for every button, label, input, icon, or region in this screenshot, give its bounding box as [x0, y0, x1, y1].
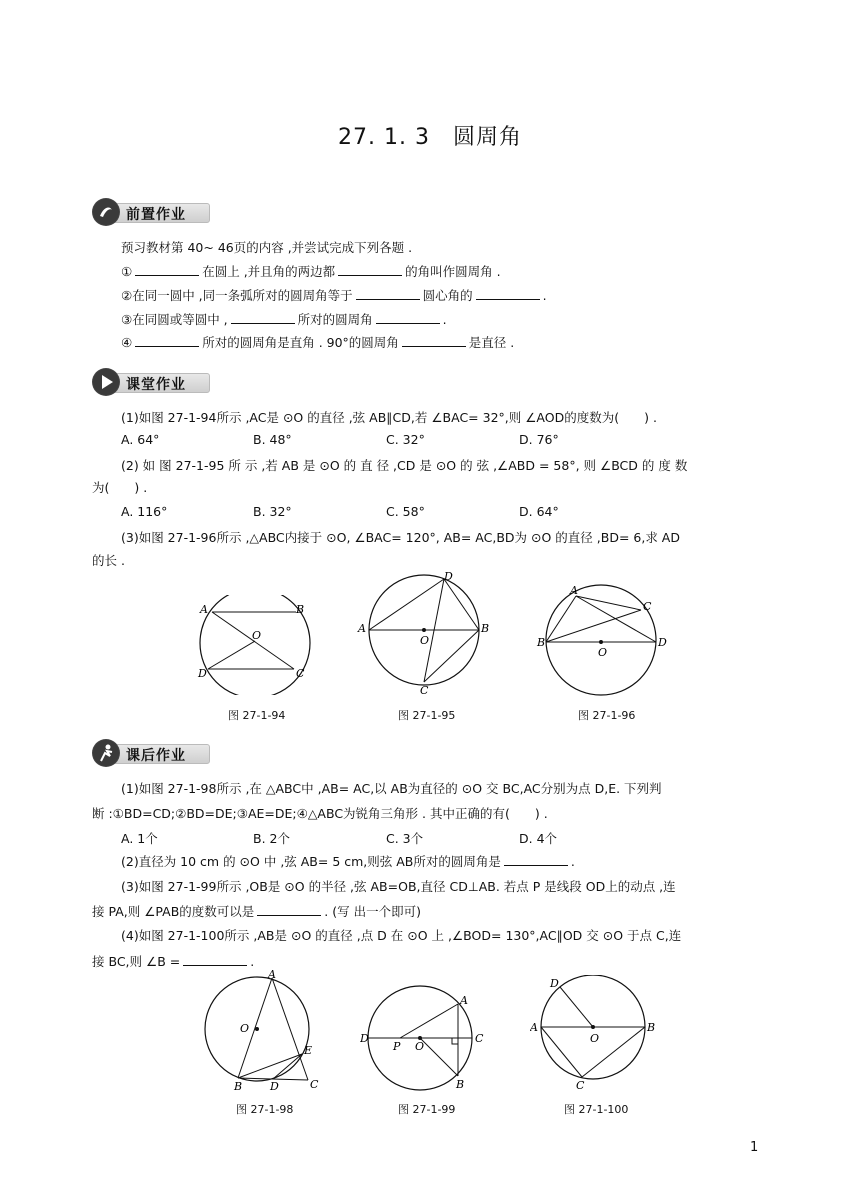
point-label: D: [198, 667, 207, 680]
q-text: .: [250, 954, 255, 969]
after-q1-cont: 断 :①BD=CD;②BD=DE;③AE=DE;④△ABC为锐角三角形 . 其中正确的有( ) .: [92, 806, 548, 821]
point-label: A: [268, 968, 276, 981]
pre-intro: 预习教材第 40~ 46页的内容 ,并尝试完成下列各题 .: [121, 240, 413, 255]
option: C. 32°: [386, 432, 425, 447]
class-q2: (2) 如 图 27-1-95 所 示 ,若 AB 是 ⊙O 的 直 径 ,CD 是 ⊙O 的 弦 ,∠ABD = 58°, 则 ∠BCD 的 度 数: [121, 458, 688, 473]
figure-caption: 图 27-1-94: [228, 709, 286, 722]
after-q4: (4)如图 27-1-100所示 ,AB是 ⊙O 的直径 ,点 D 在 ⊙O 上 ,∠BOD= 130°,AC∥OD 交 ⊙O 于点 C,连: [121, 928, 682, 943]
point-label: C: [475, 1032, 484, 1045]
answer-blank: [231, 311, 295, 324]
option: D. 64°: [519, 504, 559, 519]
point-label: A: [200, 603, 208, 616]
section-banner-class: [92, 370, 210, 394]
answer-blank: [183, 953, 247, 966]
class-q2-cont: 为( ) .: [92, 480, 148, 495]
q-text: .: [570, 854, 575, 869]
answer-blank: [504, 853, 568, 866]
q-text: 圆心角的: [422, 288, 473, 303]
runner-icon: [92, 739, 120, 767]
point-label: B: [234, 1080, 243, 1093]
page-number: 1: [750, 1140, 759, 1155]
answer-blank: [476, 287, 540, 300]
point-label: C: [576, 1079, 585, 1090]
answer-blank: [135, 263, 199, 276]
q-text: ②在同一圆中 ,同一条弧所对的圆周角等于: [121, 288, 353, 303]
point-label: D: [360, 1032, 369, 1045]
pre-q4: [121, 334, 514, 351]
q-text: 在圆上 ,并且角的两边都: [202, 264, 336, 279]
point-label: P: [393, 1040, 401, 1053]
q-text: (2)直径为 10 cm 的 ⊙O 中 ,弦 AB= 5 cm,则弦 AB所对的圆周角是: [121, 854, 501, 869]
class-q3-cont: 的长 .: [92, 553, 125, 568]
point-label: A: [358, 622, 366, 635]
q-text: 所对的圆周角: [297, 312, 373, 327]
option: D. 4个: [519, 831, 558, 846]
answer-blank: [338, 263, 402, 276]
option: A. 64°: [121, 432, 160, 447]
play-icon: [92, 368, 120, 396]
point-label: C: [310, 1078, 319, 1091]
section-banner-after: [92, 741, 210, 765]
after-q3-cont: [92, 903, 421, 920]
q-number: ①: [121, 264, 133, 279]
point-label: C: [296, 667, 305, 680]
point-label: O: [252, 629, 262, 642]
figure-caption: 图 27-1-95: [398, 709, 456, 722]
point-label: O: [415, 1040, 425, 1053]
figure-27-1-100: [530, 975, 670, 1090]
figure-27-1-95: [356, 570, 496, 695]
answer-blank: [376, 311, 440, 324]
option: C. 58°: [386, 504, 425, 519]
point-label: B: [481, 622, 490, 635]
q-text: 接 PA,则 ∠PAB的度数可以是: [92, 904, 255, 919]
point-label: A: [530, 1021, 538, 1034]
q-text: 接 BC,则 ∠B =: [92, 954, 181, 969]
point-label: D: [444, 570, 453, 583]
q-text: 的角叫作圆周角 .: [405, 264, 501, 279]
pre-q2: [121, 287, 547, 304]
answer-blank: [257, 903, 321, 916]
section-title: 课后作业: [126, 748, 186, 764]
q-text: .: [442, 312, 447, 327]
figure-caption: 图 27-1-96: [578, 709, 636, 722]
pre-q3: [121, 311, 447, 328]
q-text: .: [542, 288, 547, 303]
figure-caption: 图 27-1-99: [398, 1103, 456, 1116]
option: D. 76°: [519, 432, 559, 447]
point-label: C: [420, 684, 429, 695]
figure-caption: 图 27-1-100: [564, 1103, 629, 1116]
point-label: O: [590, 1032, 600, 1045]
figure-27-1-98: [198, 968, 328, 1093]
q-text: . (写 出一个即可): [324, 904, 421, 919]
answer-blank: [135, 334, 199, 347]
point-label: D: [550, 977, 559, 990]
point-label: B: [296, 603, 305, 616]
option: A. 116°: [121, 504, 168, 519]
option: B. 2个: [253, 831, 290, 846]
answer-blank: [402, 334, 466, 347]
pen-icon: [92, 198, 120, 226]
answer-blank: [356, 287, 420, 300]
figure-caption: 图 27-1-98: [236, 1103, 294, 1116]
after-q1: (1)如图 27-1-98所示 ,在 △ABC中 ,AB= AC,以 AB为直径的 ⊙O 交 BC,AC分别为点 D,E. 下列判: [121, 781, 662, 796]
point-label: D: [658, 636, 667, 649]
option: B. 48°: [253, 432, 292, 447]
after-q2: [121, 853, 575, 870]
section-banner-pre: [92, 200, 210, 224]
point-label: A: [570, 584, 578, 597]
class-q1: (1)如图 27-1-94所示 ,AC是 ⊙O 的直径 ,弦 AB∥CD,若 ∠BAC= 32°,则 ∠AOD的度数为( ) .: [121, 410, 657, 425]
q-number: ④: [121, 335, 133, 350]
figure-27-1-94: [190, 595, 320, 695]
point-label: C: [643, 600, 652, 613]
q-text: 是直径 .: [468, 335, 515, 350]
point-label: B: [537, 636, 546, 649]
option: A. 1个: [121, 831, 158, 846]
point-label: O: [420, 634, 430, 647]
q-text: 所对的圆周角是直角 . 90°的圆周角: [202, 335, 399, 350]
q-text: ③在同圆或等圆中 ,: [121, 312, 228, 327]
section-title: 课堂作业: [126, 377, 186, 393]
point-label: B: [647, 1021, 656, 1034]
option: C. 3个: [386, 831, 424, 846]
figure-27-1-96: [535, 580, 675, 700]
pre-q1: [121, 263, 501, 280]
figure-27-1-99: [360, 982, 500, 1092]
section-title: 前置作业: [126, 207, 186, 223]
page-title: 27. 1. 3 圆周角: [338, 125, 522, 150]
point-label: B: [456, 1078, 465, 1091]
point-label: D: [270, 1080, 279, 1093]
point-label: E: [304, 1044, 313, 1057]
class-q3: (3)如图 27-1-96所示 ,△ABC内接于 ⊙O, ∠BAC= 120°, AB= AC,BD为 ⊙O 的直径 ,BD= 6,求 AD: [121, 530, 680, 545]
point-label: A: [460, 994, 468, 1007]
point-label: O: [598, 646, 608, 659]
point-label: O: [240, 1022, 250, 1035]
after-q3: (3)如图 27-1-99所示 ,OB是 ⊙O 的半径 ,弦 AB=OB,直径 CD⊥AB. 若点 P 是线段 OD上的动点 ,连: [121, 879, 676, 894]
option: B. 32°: [253, 504, 292, 519]
